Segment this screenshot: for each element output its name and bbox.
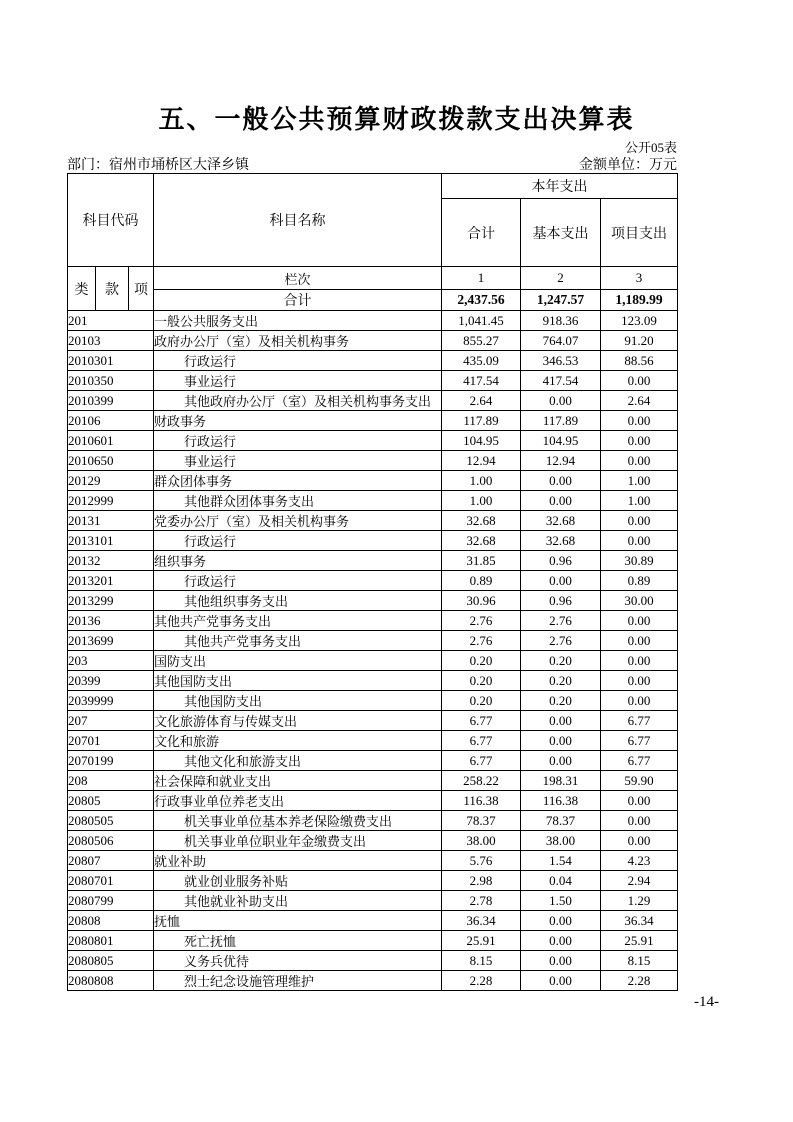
basic-expense-cell: 1.54 — [521, 851, 601, 871]
subject-code-cell: 2080801 — [68, 931, 154, 951]
table-row — [68, 731, 678, 751]
subject-code-cell: 208 — [68, 771, 154, 791]
project-expense-cell: 6.77 — [601, 751, 678, 771]
subject-name-cell: 其他国防支出 — [154, 691, 442, 711]
department-label: 部门：宿州市埇桥区大泽乡镇 — [67, 158, 249, 173]
subject-name-cell: 死亡抚恤 — [154, 931, 442, 951]
subject-name-cell: 文化旅游体育与传媒支出 — [154, 711, 442, 731]
total-cell: 2.76 — [442, 611, 521, 631]
total-cell: 104.95 — [442, 431, 521, 451]
subject-name-cell: 就业创业服务补贴 — [154, 871, 442, 891]
subject-code-cell: 20807 — [68, 851, 154, 871]
table-row — [68, 851, 678, 871]
basic-expense-cell: 0.00 — [521, 911, 601, 931]
column-number-1: 1 — [442, 267, 521, 290]
project-expense-cell: 0.89 — [601, 571, 678, 591]
header-col-item: 项 — [129, 267, 154, 311]
project-expense-cell: 2.28 — [601, 971, 678, 991]
table-row — [68, 391, 678, 411]
basic-expense-cell: 198.31 — [521, 771, 601, 791]
basic-expense-cell: 0.00 — [521, 711, 601, 731]
subject-code-cell: 20132 — [68, 551, 154, 571]
basic-expense-cell: 918.36 — [521, 311, 601, 331]
project-expense-cell: 0.00 — [601, 691, 678, 711]
project-expense-cell: 0.00 — [601, 791, 678, 811]
subject-code-cell: 2013201 — [68, 571, 154, 591]
table-row — [68, 891, 678, 911]
table-row — [68, 571, 678, 591]
basic-expense-cell: 0.00 — [521, 491, 601, 511]
page-number: -14- — [694, 994, 719, 1010]
total-cell: 2.98 — [442, 871, 521, 891]
column-number-2: 2 — [521, 267, 601, 290]
project-expense-cell: 0.00 — [601, 431, 678, 451]
project-expense-cell: 59.90 — [601, 771, 678, 791]
project-expense-cell: 88.56 — [601, 351, 678, 371]
subject-code-cell: 20129 — [68, 471, 154, 491]
table-row — [68, 931, 678, 951]
grand-total-value: 2,437.56 — [442, 290, 521, 311]
basic-expense-cell: 0.00 — [521, 471, 601, 491]
total-cell: 0.20 — [442, 651, 521, 671]
table-row — [68, 311, 678, 331]
subject-code-cell: 20701 — [68, 731, 154, 751]
table-row — [68, 711, 678, 731]
subject-name-cell: 抚恤 — [154, 911, 442, 931]
total-cell: 31.85 — [442, 551, 521, 571]
total-cell: 855.27 — [442, 331, 521, 351]
basic-expense-cell: 104.95 — [521, 431, 601, 451]
total-cell: 6.77 — [442, 711, 521, 731]
subject-code-cell: 2010350 — [68, 371, 154, 391]
subject-code-cell: 2010601 — [68, 431, 154, 451]
table-row — [68, 431, 678, 451]
basic-expense-cell: 12.94 — [521, 451, 601, 471]
total-cell: 2.64 — [442, 391, 521, 411]
subject-code-cell: 20805 — [68, 791, 154, 811]
basic-expense-cell: 764.07 — [521, 331, 601, 351]
basic-expense-cell: 0.00 — [521, 391, 601, 411]
header-row-1 — [68, 174, 678, 199]
header-col-class: 类 — [68, 267, 96, 311]
subject-code-cell: 2013699 — [68, 631, 154, 651]
table-row — [68, 531, 678, 551]
subject-code-cell: 2013299 — [68, 591, 154, 611]
table-row — [68, 331, 678, 351]
subject-name-cell: 其他群众团体事务支出 — [154, 491, 442, 511]
total-cell: 258.22 — [442, 771, 521, 791]
total-cell: 0.89 — [442, 571, 521, 591]
table-row — [68, 511, 678, 531]
table-row — [68, 351, 678, 371]
basic-expense-cell: 0.00 — [521, 571, 601, 591]
project-expense-cell: 0.00 — [601, 511, 678, 531]
total-cell: 30.96 — [442, 591, 521, 611]
basic-expense-cell: 0.00 — [521, 951, 601, 971]
basic-expense-cell: 0.00 — [521, 731, 601, 751]
project-expense-cell: 6.77 — [601, 711, 678, 731]
subject-code-cell: 2010650 — [68, 451, 154, 471]
basic-expense-cell: 417.54 — [521, 371, 601, 391]
project-expense-cell: 1.00 — [601, 491, 678, 511]
subject-code-cell: 20136 — [68, 611, 154, 631]
subject-code-cell: 2080505 — [68, 811, 154, 831]
project-expense-cell: 30.00 — [601, 591, 678, 611]
table-row — [68, 451, 678, 471]
total-cell: 417.54 — [442, 371, 521, 391]
grand-total-label: 合计 — [154, 290, 442, 311]
total-cell: 5.76 — [442, 851, 521, 871]
table-row — [68, 971, 678, 991]
total-cell: 2.28 — [442, 971, 521, 991]
total-cell: 32.68 — [442, 511, 521, 531]
total-cell: 1,041.45 — [442, 311, 521, 331]
header-subject-code: 科目代码 — [68, 174, 154, 267]
basic-expense-cell: 78.37 — [521, 811, 601, 831]
subject-name-cell: 其他文化和旅游支出 — [154, 751, 442, 771]
grand-project-value: 1,189.99 — [601, 290, 678, 311]
subject-name-cell: 群众团体事务 — [154, 471, 442, 491]
table-body — [68, 311, 678, 991]
page-title: 五、一般公共预算财政拨款支出决算表 — [158, 104, 635, 134]
basic-expense-cell: 2.76 — [521, 611, 601, 631]
table-row — [68, 371, 678, 391]
subject-name-cell: 其他国防支出 — [154, 671, 442, 691]
project-expense-cell: 2.94 — [601, 871, 678, 891]
table-row — [68, 671, 678, 691]
subject-code-cell: 2080808 — [68, 971, 154, 991]
subject-code-cell: 2039999 — [68, 691, 154, 711]
table-row — [68, 651, 678, 671]
meta-row — [67, 154, 677, 174]
subject-name-cell: 事业运行 — [154, 371, 442, 391]
subject-name-cell: 烈士纪念设施管理维护 — [154, 971, 442, 991]
subject-code-cell: 20106 — [68, 411, 154, 431]
project-expense-cell: 8.15 — [601, 951, 678, 971]
subject-code-cell: 2080799 — [68, 891, 154, 911]
subject-name-cell: 行政运行 — [154, 431, 442, 451]
table-row — [68, 411, 678, 431]
subject-code-cell: 20131 — [68, 511, 154, 531]
project-expense-cell: 1.00 — [601, 471, 678, 491]
project-expense-cell: 4.23 — [601, 851, 678, 871]
header-subject-name: 科目名称 — [154, 174, 442, 267]
basic-expense-cell: 0.00 — [521, 971, 601, 991]
grand-total-row — [68, 290, 678, 311]
subject-name-cell: 国防支出 — [154, 651, 442, 671]
subject-name-cell: 行政运行 — [154, 351, 442, 371]
subject-name-cell: 组织事务 — [154, 551, 442, 571]
column-number-3: 3 — [601, 267, 678, 290]
subject-name-cell: 其他政府办公厅（室）及相关机构事务支出 — [154, 391, 442, 411]
subject-code-cell: 2080805 — [68, 951, 154, 971]
table-row — [68, 611, 678, 631]
project-expense-cell: 0.00 — [601, 671, 678, 691]
basic-expense-cell: 0.00 — [521, 931, 601, 951]
subject-code-cell: 2013101 — [68, 531, 154, 551]
subject-name-cell: 行政事业单位养老支出 — [154, 791, 442, 811]
total-cell: 25.91 — [442, 931, 521, 951]
header-basic-expense: 基本支出 — [521, 199, 601, 267]
subject-code-cell: 207 — [68, 711, 154, 731]
subject-name-cell: 政府办公厅（室）及相关机构事务 — [154, 331, 442, 351]
subject-code-cell: 2070199 — [68, 751, 154, 771]
subject-name-cell: 其他共产党事务支出 — [154, 611, 442, 631]
unit-label: 金额单位：万元 — [579, 158, 677, 173]
subject-code-cell: 2012999 — [68, 491, 154, 511]
subject-code-cell: 20399 — [68, 671, 154, 691]
project-expense-cell: 0.00 — [601, 651, 678, 671]
project-expense-cell: 1.29 — [601, 891, 678, 911]
basic-expense-cell: 0.96 — [521, 591, 601, 611]
header-col-section: 款 — [96, 267, 129, 311]
table-row — [68, 491, 678, 511]
table-row — [68, 791, 678, 811]
basic-expense-cell: 116.38 — [521, 791, 601, 811]
table-row — [68, 911, 678, 931]
subject-name-cell: 行政运行 — [154, 531, 442, 551]
table-row — [68, 551, 678, 571]
project-expense-cell: 0.00 — [601, 451, 678, 471]
subject-name-cell: 文化和旅游 — [154, 731, 442, 751]
table-row — [68, 831, 678, 851]
basic-expense-cell: 0.00 — [521, 751, 601, 771]
total-cell: 116.38 — [442, 791, 521, 811]
header-total: 合计 — [442, 199, 521, 267]
basic-expense-cell: 38.00 — [521, 831, 601, 851]
total-cell: 78.37 — [442, 811, 521, 831]
project-expense-cell: 6.77 — [601, 731, 678, 751]
subject-code-cell: 2080506 — [68, 831, 154, 851]
basic-expense-cell: 346.53 — [521, 351, 601, 371]
subject-name-cell: 就业补助 — [154, 851, 442, 871]
subject-code-cell: 203 — [68, 651, 154, 671]
project-expense-cell: 2.64 — [601, 391, 678, 411]
table-row — [68, 591, 678, 611]
project-expense-cell: 0.00 — [601, 531, 678, 551]
total-cell: 0.20 — [442, 671, 521, 691]
subject-name-cell: 其他共产党事务支出 — [154, 631, 442, 651]
table-row — [68, 871, 678, 891]
project-expense-cell: 0.00 — [601, 811, 678, 831]
basic-expense-cell: 32.68 — [521, 511, 601, 531]
total-cell: 8.15 — [442, 951, 521, 971]
subject-name-cell: 财政事务 — [154, 411, 442, 431]
project-expense-cell: 0.00 — [601, 371, 678, 391]
header-project-expense: 项目支出 — [601, 199, 678, 267]
project-expense-cell: 0.00 — [601, 631, 678, 651]
column-index-label: 栏次 — [154, 267, 442, 290]
subject-code-cell: 2010301 — [68, 351, 154, 371]
project-expense-cell: 25.91 — [601, 931, 678, 951]
project-expense-cell: 0.00 — [601, 831, 678, 851]
basic-expense-cell: 0.20 — [521, 651, 601, 671]
total-cell: 38.00 — [442, 831, 521, 851]
basic-expense-cell: 117.89 — [521, 411, 601, 431]
table-row — [68, 811, 678, 831]
header-current-year-expense: 本年支出 — [442, 174, 678, 199]
header-row-3 — [68, 267, 678, 290]
grand-basic-value: 1,247.57 — [521, 290, 601, 311]
subject-name-cell: 事业运行 — [154, 451, 442, 471]
basic-expense-cell: 1.50 — [521, 891, 601, 911]
basic-expense-cell: 0.20 — [521, 691, 601, 711]
subject-name-cell: 机关事业单位职业年金缴费支出 — [154, 831, 442, 851]
total-cell: 6.77 — [442, 751, 521, 771]
project-expense-cell: 0.00 — [601, 611, 678, 631]
basic-expense-cell: 0.20 — [521, 671, 601, 691]
total-cell: 117.89 — [442, 411, 521, 431]
budget-table — [67, 173, 678, 991]
subject-name-cell: 义务兵优待 — [154, 951, 442, 971]
table-row — [68, 471, 678, 491]
basic-expense-cell: 2.76 — [521, 631, 601, 651]
subject-code-cell: 2010399 — [68, 391, 154, 411]
total-cell: 2.78 — [442, 891, 521, 911]
table-row — [68, 631, 678, 651]
project-expense-cell: 36.34 — [601, 911, 678, 931]
project-expense-cell: 0.00 — [601, 411, 678, 431]
basic-expense-cell: 0.04 — [521, 871, 601, 891]
total-cell: 12.94 — [442, 451, 521, 471]
project-expense-cell: 91.20 — [601, 331, 678, 351]
subject-name-cell: 一般公共服务支出 — [154, 311, 442, 331]
table-row — [68, 751, 678, 771]
subject-code-cell: 20103 — [68, 331, 154, 351]
subject-name-cell: 机关事业单位基本养老保险缴费支出 — [154, 811, 442, 831]
subject-code-cell: 20808 — [68, 911, 154, 931]
subject-name-cell: 其他就业补助支出 — [154, 891, 442, 911]
basic-expense-cell: 32.68 — [521, 531, 601, 551]
subject-name-cell: 社会保障和就业支出 — [154, 771, 442, 791]
subject-name-cell: 行政运行 — [154, 571, 442, 591]
project-expense-cell: 30.89 — [601, 551, 678, 571]
total-cell: 32.68 — [442, 531, 521, 551]
table-row — [68, 691, 678, 711]
total-cell: 2.76 — [442, 631, 521, 651]
subject-name-cell: 其他组织事务支出 — [154, 591, 442, 611]
subject-name-cell: 党委办公厅（室）及相关机构事务 — [154, 511, 442, 531]
total-cell: 0.20 — [442, 691, 521, 711]
total-cell: 6.77 — [442, 731, 521, 751]
table-row — [68, 951, 678, 971]
total-cell: 435.09 — [442, 351, 521, 371]
table-row — [68, 771, 678, 791]
basic-expense-cell: 0.96 — [521, 551, 601, 571]
subject-code-cell: 2080701 — [68, 871, 154, 891]
total-cell: 1.00 — [442, 471, 521, 491]
total-cell: 1.00 — [442, 491, 521, 511]
project-expense-cell: 123.09 — [601, 311, 678, 331]
subject-code-cell: 201 — [68, 311, 154, 331]
total-cell: 36.34 — [442, 911, 521, 931]
table-code-label: 公开05表 — [624, 140, 677, 155]
